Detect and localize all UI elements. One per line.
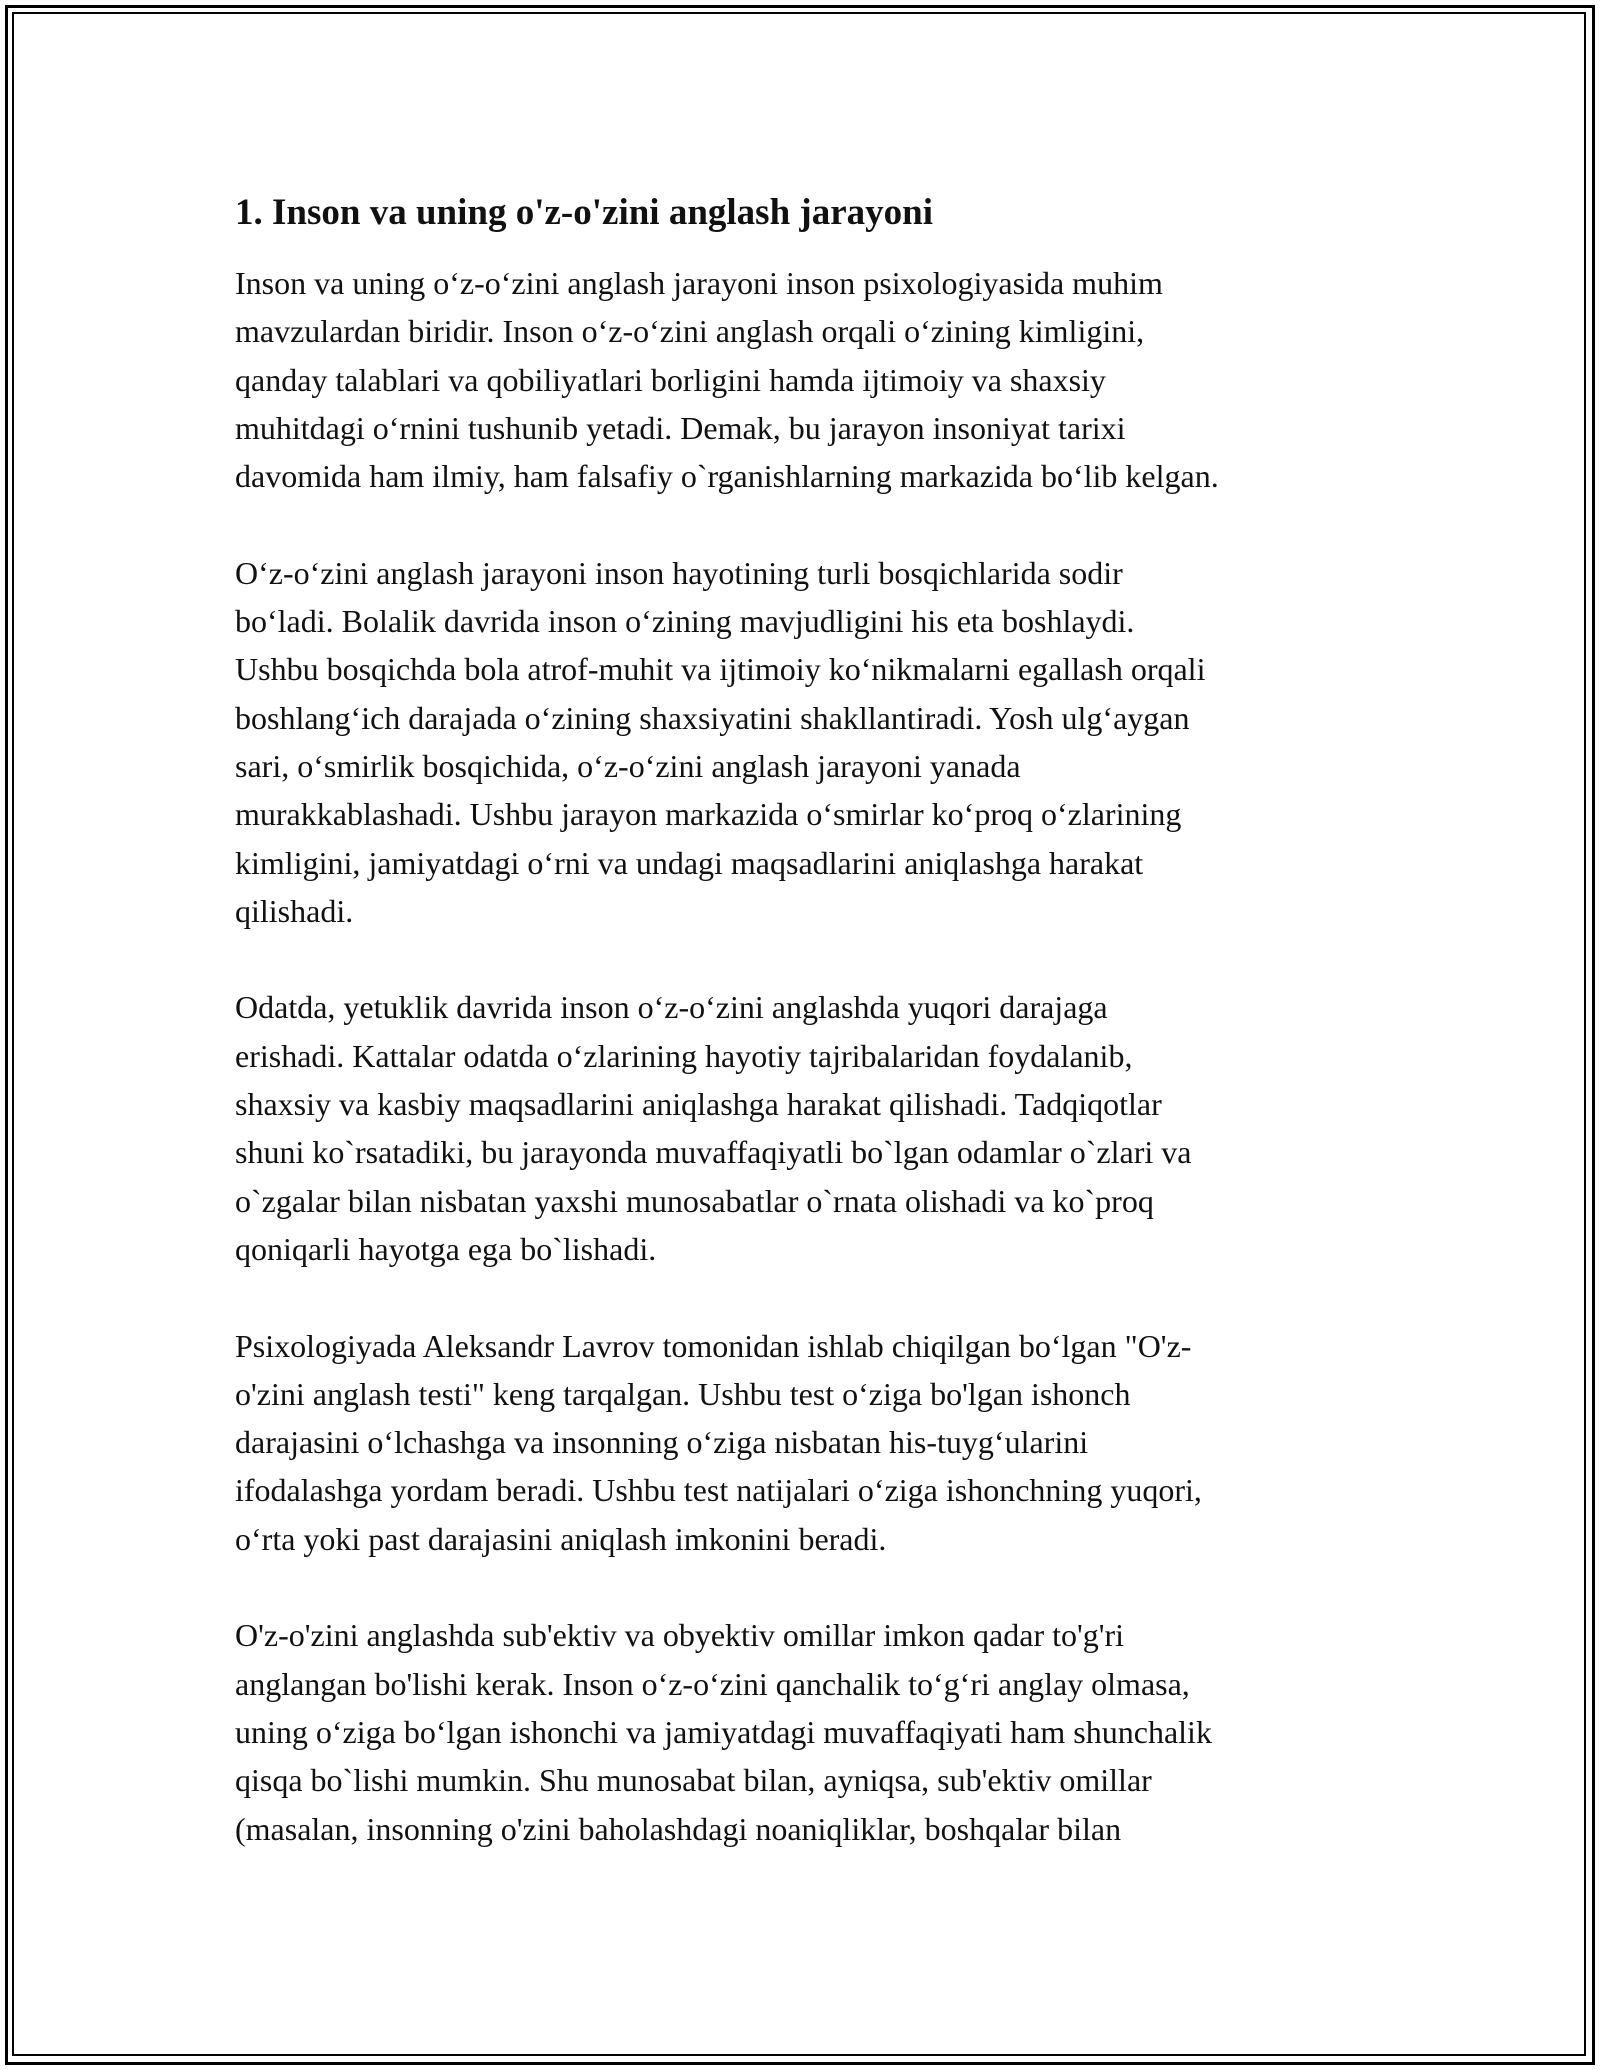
text-line: qoniqarli hayotga ega bo`lishadi. (235, 1230, 657, 1267)
text-line: uning o‘ziga bo‘lgan ishonchi va jamiyatdagi muvaffaqiyati ham shunchalik (235, 1713, 1212, 1750)
document-body (235, 183, 1385, 1901)
text-line: bo‘ladi. Bolalik davrida inson o‘zining mavjudligini his eta boshlaydi. (235, 603, 1135, 640)
text-line: qanday talablari va qobiliyatlari borligini hamda ijtimoiy va shaxsiy (235, 361, 1106, 398)
text-line: kimligini, jamiyatdagi o‘rni va undagi maqsadlarini aniqlashga harakat (235, 844, 1144, 881)
text-line: darajasini o‘lchashga va insonning o‘ziga nisbatan his-tuyg‘ularini (235, 1424, 1089, 1461)
text-line: Odatda, yetuklik davrida inson o‘z-o‘zini anglashda yuqori darajaga (235, 989, 1108, 1026)
text-line: ifodalashga yordam beradi. Ushbu test natijalari o‘ziga ishonchning yuqori, (235, 1472, 1202, 1509)
paragraph-3 (235, 983, 1385, 1273)
text-line: sari, o‘smirlik bosqichida, o‘z-o‘zini anglash jarayoni yanada (235, 747, 1021, 784)
text-line: shuni ko`rsatadiki, bu jarayonda muvaffaqiyatli bo`lgan odamlar o`zlari va (235, 1134, 1192, 1171)
text-line: shaxsiy va kasbiy maqsadlarini aniqlashga harakat qilishadi. Tadqiqotlar (235, 1086, 1162, 1123)
text-line: erishadi. Kattalar odatda o‘zlarining hayotiy tajribalaridan foydalanib, (235, 1037, 1133, 1074)
text-line: Ushbu bosqichda bola atrof-muhit va ijtimoiy ko‘nikmalarni egallash orqali (235, 651, 1206, 688)
text-line: anglangan bo'lishi kerak. Inson o‘z-o‘zini qanchalik to‘g‘ri anglay olmasa, (235, 1665, 1190, 1702)
text-line: o`zgalar bilan nisbatan yaxshi munosabatlar o`rnata olishadi va ko`proq (235, 1182, 1154, 1219)
section-heading: 1. Inson va uning o'z-o'zini anglash jarayoni (235, 192, 934, 233)
text-line: davomida ham ilmiy, ham falsafiy o`rganishlarning markazida bo‘lib kelgan. (235, 458, 1219, 495)
paragraph-1 (235, 259, 1385, 500)
paragraph-2 (235, 549, 1385, 935)
text-line: Psixologiyada Aleksandr Lavrov tomonidan ishlab chiqilgan bo‘lgan "O'z- (235, 1327, 1192, 1364)
text-line: Inson va uning o‘z-o‘zini anglash jarayoni inson psixologiyasida muhim (235, 265, 1163, 301)
text-line: (masalan, insonning o'zini baholashdagi noaniqliklar, boshqalar bilan (235, 1810, 1122, 1847)
paragraph-4 (235, 1322, 1385, 1563)
text-line: o‘rta yoki past darajasini aniqlash imkonini beradi. (235, 1520, 887, 1557)
text-line: qilishadi. (235, 892, 354, 929)
text-line: o'zini anglash testi" keng tarqalgan. Ushbu test o‘ziga bo'lgan ishonch (235, 1375, 1131, 1412)
text-line: O‘z-o‘zini anglash jarayoni inson hayotining turli bosqichlarida sodir (235, 554, 1123, 591)
text-line: muhitdagi o‘rnini tushunib yetadi. Demak, bu jarayon insoniyat tarixi (235, 409, 1126, 446)
text-line: murakkablashadi. Ushbu jarayon markazida o‘smirlar ko‘proq o‘zlarining (235, 796, 1182, 833)
text-line: mavzulardan biridir. Inson o‘z-o‘zini anglash orqali o‘zining kimligini, (235, 313, 1145, 350)
text-line: O'z-o'zini anglashda sub'ektiv va obyektiv omillar imkon qadar to'g'ri (235, 1617, 1125, 1654)
text-line: qisqa bo`lishi mumkin. Shu munosabat bilan, ayniqsa, sub'ektiv omillar (235, 1762, 1152, 1799)
text-line: boshlang‘ich darajada o‘zining shaxsiyatini shakllantiradi. Yosh ulg‘aygan (235, 699, 1190, 736)
paragraph-5 (235, 1611, 1385, 1852)
